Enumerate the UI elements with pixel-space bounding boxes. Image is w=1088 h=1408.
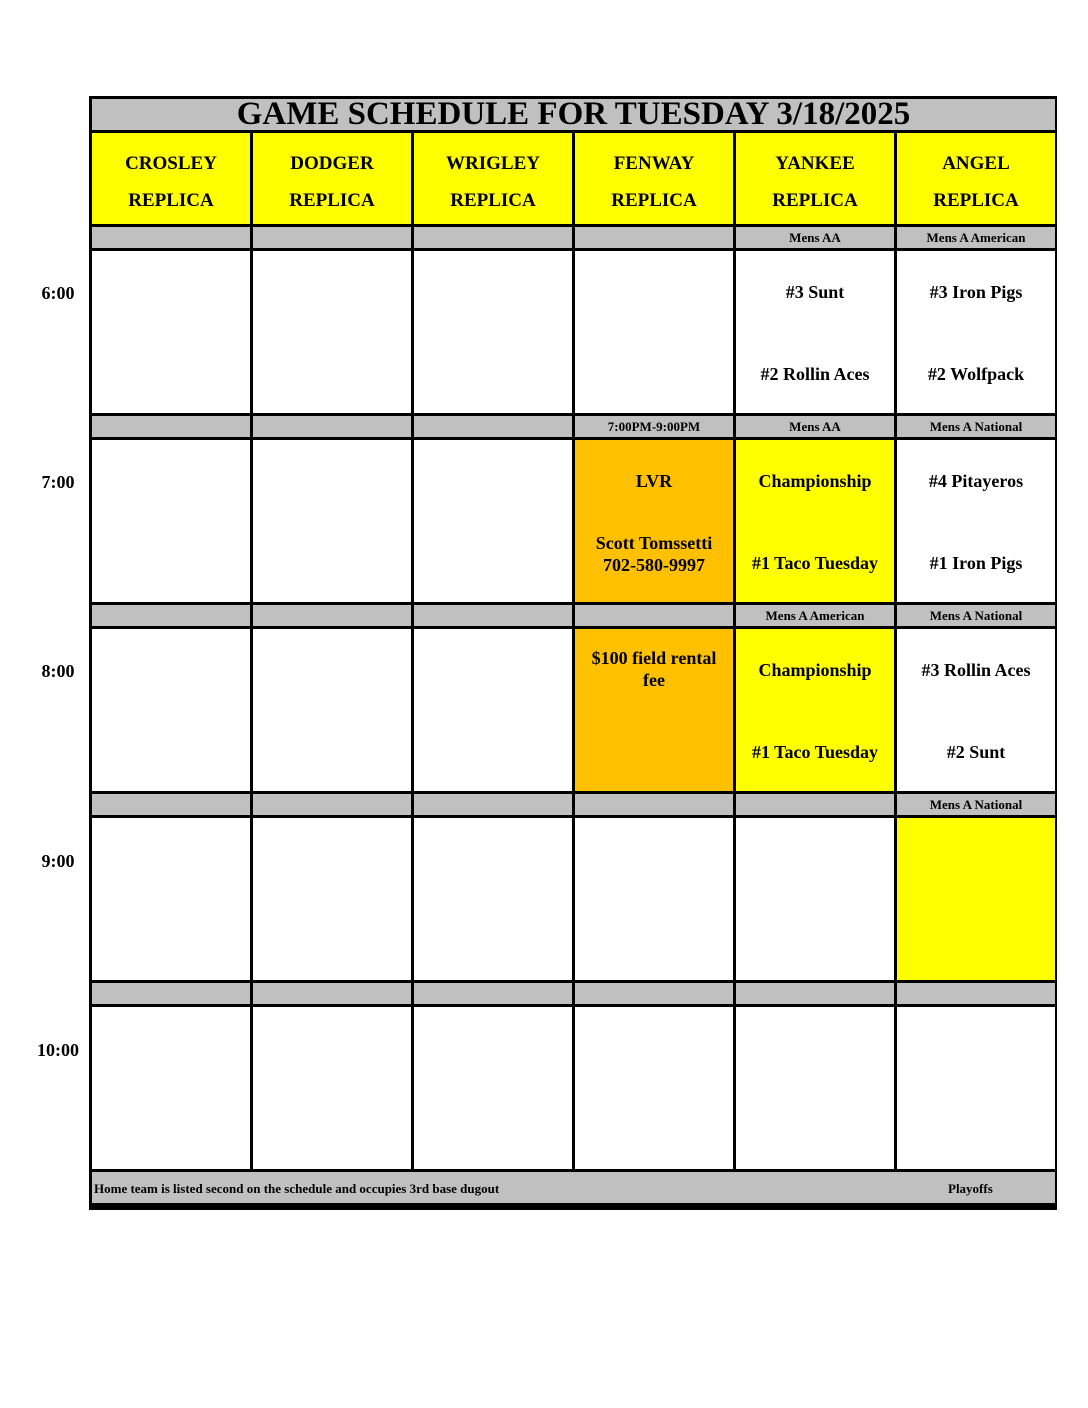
game-cell bbox=[414, 1007, 572, 1169]
division-label bbox=[253, 227, 411, 248]
game-cell bbox=[253, 251, 411, 413]
game-cell bbox=[414, 818, 572, 980]
division-label bbox=[575, 794, 733, 815]
division-label: Mens AA bbox=[736, 416, 894, 437]
home-team: #2 Sunt bbox=[946, 742, 1006, 762]
field-rental-fee-cell bbox=[575, 629, 733, 791]
game-cell bbox=[253, 629, 411, 791]
game-cell bbox=[92, 629, 250, 791]
division-label bbox=[253, 416, 411, 437]
game-cell bbox=[414, 440, 572, 602]
game-cell bbox=[575, 1007, 733, 1169]
division-label bbox=[253, 983, 411, 1004]
footer-playoffs-label: Playoffs bbox=[948, 1181, 993, 1196]
game-cell bbox=[897, 251, 1055, 413]
field-header-dodger: DODGER REPLICA bbox=[253, 133, 411, 224]
game-cell bbox=[253, 818, 411, 980]
division-label bbox=[414, 227, 572, 248]
home-team: #1 Taco Tuesday bbox=[751, 553, 879, 573]
division-label bbox=[736, 983, 894, 1004]
division-label: Mens A National bbox=[897, 416, 1055, 437]
game-cell bbox=[92, 251, 250, 413]
division-label: Mens A American bbox=[897, 227, 1055, 248]
home-team: #1 Taco Tuesday bbox=[751, 742, 879, 762]
contact-name: Scott Tomssetti bbox=[595, 533, 713, 553]
game-cell bbox=[253, 440, 411, 602]
field-header-yankee: YANKEE REPLICA bbox=[736, 133, 894, 224]
field-header-angel: ANGEL REPLICA bbox=[897, 133, 1055, 224]
renter-name: LVR bbox=[635, 471, 673, 491]
game-cell bbox=[897, 440, 1055, 602]
game-cell bbox=[575, 251, 733, 413]
division-label bbox=[92, 794, 250, 815]
time-label-6: 6:00 bbox=[41, 283, 75, 303]
division-label bbox=[92, 605, 250, 626]
away-team: #4 Pitayeros bbox=[928, 471, 1024, 491]
home-team: #2 Rollin Aces bbox=[760, 364, 870, 384]
division-label bbox=[253, 794, 411, 815]
contact-phone: 702-580-9997 bbox=[603, 554, 705, 575]
rental-fee-note: $100 field rental fee bbox=[591, 648, 717, 690]
game-cell bbox=[92, 1007, 250, 1169]
division-label bbox=[92, 227, 250, 248]
division-label bbox=[575, 983, 733, 1004]
game-cell bbox=[897, 629, 1055, 791]
game-cell bbox=[736, 1007, 894, 1169]
away-team: #3 Sunt bbox=[785, 282, 845, 302]
game-cell bbox=[253, 1007, 411, 1169]
time-label-7: 7:00 bbox=[41, 472, 75, 492]
game-cell bbox=[736, 818, 894, 980]
division-label bbox=[414, 983, 572, 1004]
footer-note: Home team is listed second on the schedule and occupies 3rd base dugout bbox=[94, 1181, 500, 1196]
division-label bbox=[92, 416, 250, 437]
division-label bbox=[253, 605, 411, 626]
field-header-wrigley: WRIGLEY REPLICA bbox=[414, 133, 572, 224]
game-cell bbox=[897, 1007, 1055, 1169]
division-label bbox=[414, 794, 572, 815]
page-title: GAME SCHEDULE FOR TUESDAY 3/18/2025 bbox=[92, 99, 1055, 130]
division-label bbox=[414, 416, 572, 437]
home-team: #1 Iron Pigs bbox=[929, 553, 1023, 573]
away-team: #3 Iron Pigs bbox=[929, 282, 1023, 302]
division-label: Mens AA bbox=[736, 227, 894, 248]
away-team: #3 Rollin Aces bbox=[921, 660, 1031, 680]
championship-cell: Championship #1 Taco Tuesday bbox=[736, 440, 894, 602]
footer-bar bbox=[92, 1172, 1055, 1203]
schedule-grid bbox=[89, 96, 1057, 1210]
field-header-crosley: CROSLEY REPLICA bbox=[92, 133, 250, 224]
home-team: #2 Wolfpack bbox=[927, 364, 1025, 384]
division-label bbox=[575, 227, 733, 248]
division-label: Mens A American bbox=[736, 605, 894, 626]
division-label bbox=[575, 605, 733, 626]
field-rental-cell bbox=[575, 440, 733, 602]
division-label bbox=[92, 983, 250, 1004]
division-label bbox=[414, 605, 572, 626]
game-cell bbox=[92, 818, 250, 980]
game-cell bbox=[736, 251, 894, 413]
game-cell bbox=[575, 818, 733, 980]
division-label: Mens A National bbox=[897, 605, 1055, 626]
game-cell bbox=[92, 440, 250, 602]
time-label-9: 9:00 bbox=[41, 851, 75, 871]
game-cell bbox=[414, 629, 572, 791]
division-label bbox=[736, 794, 894, 815]
rental-time-label: 7:00PM-9:00PM bbox=[575, 416, 733, 437]
division-label bbox=[897, 983, 1055, 1004]
championship-cell: Championship #1 Taco Tuesday bbox=[736, 629, 894, 791]
time-label-10: 10:00 bbox=[37, 1040, 79, 1060]
division-label: Mens A National bbox=[897, 794, 1055, 815]
time-label-8: 8:00 bbox=[41, 661, 75, 681]
championship-cell bbox=[897, 818, 1055, 980]
field-header-fenway: FENWAY REPLICA bbox=[575, 133, 733, 224]
game-cell bbox=[414, 251, 572, 413]
